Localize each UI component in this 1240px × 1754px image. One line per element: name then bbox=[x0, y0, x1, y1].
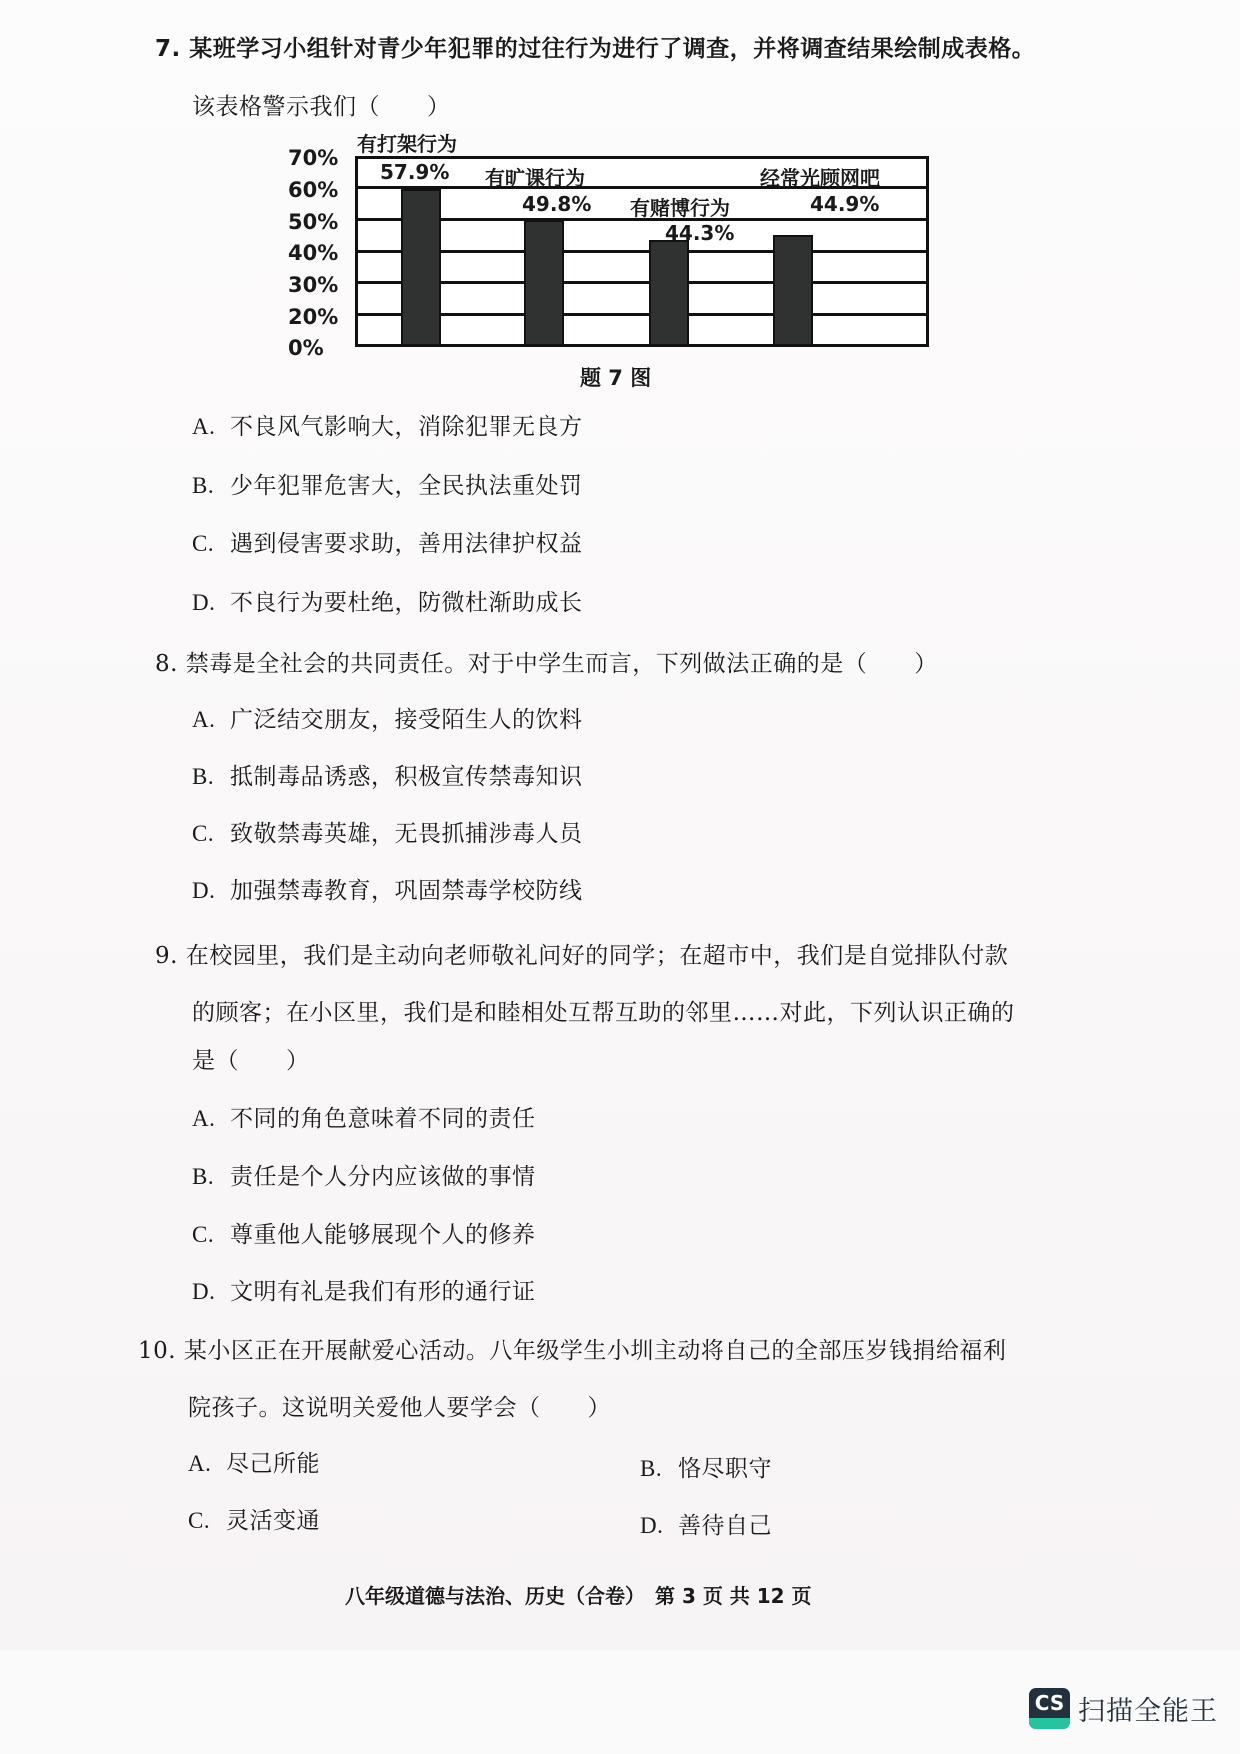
y-tick: 50% bbox=[288, 210, 339, 234]
q8-number: 8. bbox=[155, 651, 178, 677]
q10-number: 10. bbox=[138, 1338, 177, 1364]
category-label: 有打架行为 bbox=[357, 132, 457, 156]
q10-option-a: A. 尽己所能 bbox=[188, 1451, 320, 1477]
camscanner-logo-icon: CS bbox=[1029, 1688, 1070, 1729]
q10-option-c: C. 灵活变通 bbox=[188, 1508, 320, 1534]
q9-number: 9. bbox=[155, 943, 178, 969]
y-tick: 60% bbox=[288, 178, 339, 202]
q10-option-d: D. 善待自己 bbox=[640, 1513, 772, 1539]
value-label: 44.3% bbox=[665, 221, 735, 245]
bar-fighting bbox=[401, 189, 441, 344]
y-tick: 0% bbox=[288, 336, 324, 360]
q8-option-b: B. 抵制毒品诱惑，积极宣传禁毒知识 bbox=[192, 764, 583, 790]
category-label: 经常光顾网吧 bbox=[760, 166, 880, 190]
q9-option-a: A. 不同的角色意味着不同的责任 bbox=[192, 1106, 536, 1132]
q7-option-b: B. 少年犯罪危害大，全民执法重处罚 bbox=[192, 473, 583, 499]
q10-stem-line-2: 院孩子。这说明关爱他人要学会（ ） bbox=[188, 1395, 611, 1421]
value-label: 44.9% bbox=[810, 192, 880, 216]
value-label: 57.9% bbox=[380, 160, 450, 184]
q9-stem-line-2: 的顾客；在小区里，我们是和睦相处互帮互助的邻里……对此，下列认识正确的 bbox=[192, 1000, 1015, 1026]
q10-stem-line-1: 10. 某小区正在开展献爱心活动。八年级学生小圳主动将自己的全部压岁钱捐给福利 bbox=[138, 1338, 1007, 1364]
q8-stem: 8. 禁毒是全社会的共同责任。对于中学生而言，下列做法正确的是（ ） bbox=[155, 651, 938, 677]
bar-truancy bbox=[524, 220, 564, 344]
q10-option-b: B. 恪尽职守 bbox=[640, 1456, 772, 1482]
q9-stem-line-1: 9. 在校园里，我们是主动向老师敬礼问好的同学；在超市中，我们是自觉排队付款 bbox=[155, 943, 1009, 969]
q9-option-d: D. 文明有礼是我们有形的通行证 bbox=[192, 1279, 536, 1305]
gridline-40 bbox=[358, 250, 926, 253]
figure-caption: 题 7 图 bbox=[580, 366, 652, 390]
q9-option-c: C. 尊重他人能够展现个人的修养 bbox=[192, 1222, 536, 1248]
q8-option-c: C. 致敬禁毒英雄，无畏抓捕涉毒人员 bbox=[192, 821, 583, 847]
page-footer: 八年级道德与法治、历史（合卷） 第 3 页 共 12 页 bbox=[345, 1584, 812, 1608]
y-tick: 30% bbox=[288, 273, 339, 297]
q7-option-d: D. 不良行为要杜绝，防微杜渐助成长 bbox=[192, 590, 583, 616]
watermark-text: 扫描全能王 bbox=[1078, 1696, 1218, 1727]
value-label: 49.8% bbox=[522, 192, 592, 216]
q8-option-d: D. 加强禁毒教育，巩固禁毒学校防线 bbox=[192, 878, 583, 904]
q7-option-c: C. 遇到侵害要求助，善用法律护权益 bbox=[192, 531, 583, 557]
y-tick: 40% bbox=[288, 241, 339, 265]
q9-stem-line-3: 是（ ） bbox=[192, 1048, 310, 1074]
q8-option-a: A. 广泛结交朋友，接受陌生人的饮料 bbox=[192, 707, 583, 733]
gridline-30 bbox=[358, 281, 926, 284]
category-label: 有赌博行为 bbox=[630, 196, 730, 220]
q7-bar-chart bbox=[280, 128, 960, 368]
y-tick: 20% bbox=[288, 305, 339, 329]
bar-internet-cafe bbox=[773, 235, 813, 344]
gridline-20 bbox=[358, 313, 926, 316]
category-label: 有旷课行为 bbox=[485, 166, 585, 190]
q7-stem-line-2: 该表格警示我们（ ） bbox=[192, 94, 451, 120]
scanner-watermark bbox=[1029, 1688, 1218, 1729]
q7-option-a: A. 不良风气影响大，消除犯罪无良方 bbox=[192, 414, 583, 440]
q7-stem-line-1: 7. 某班学习小组针对青少年犯罪的过往行为进行了调查，并将调查结果绘制成表格。 bbox=[155, 36, 1036, 62]
q7-number: 7. bbox=[155, 36, 181, 62]
bar-gambling bbox=[649, 240, 689, 344]
q9-option-b: B. 责任是个人分内应该做的事情 bbox=[192, 1164, 536, 1190]
y-tick: 70% bbox=[288, 146, 339, 170]
